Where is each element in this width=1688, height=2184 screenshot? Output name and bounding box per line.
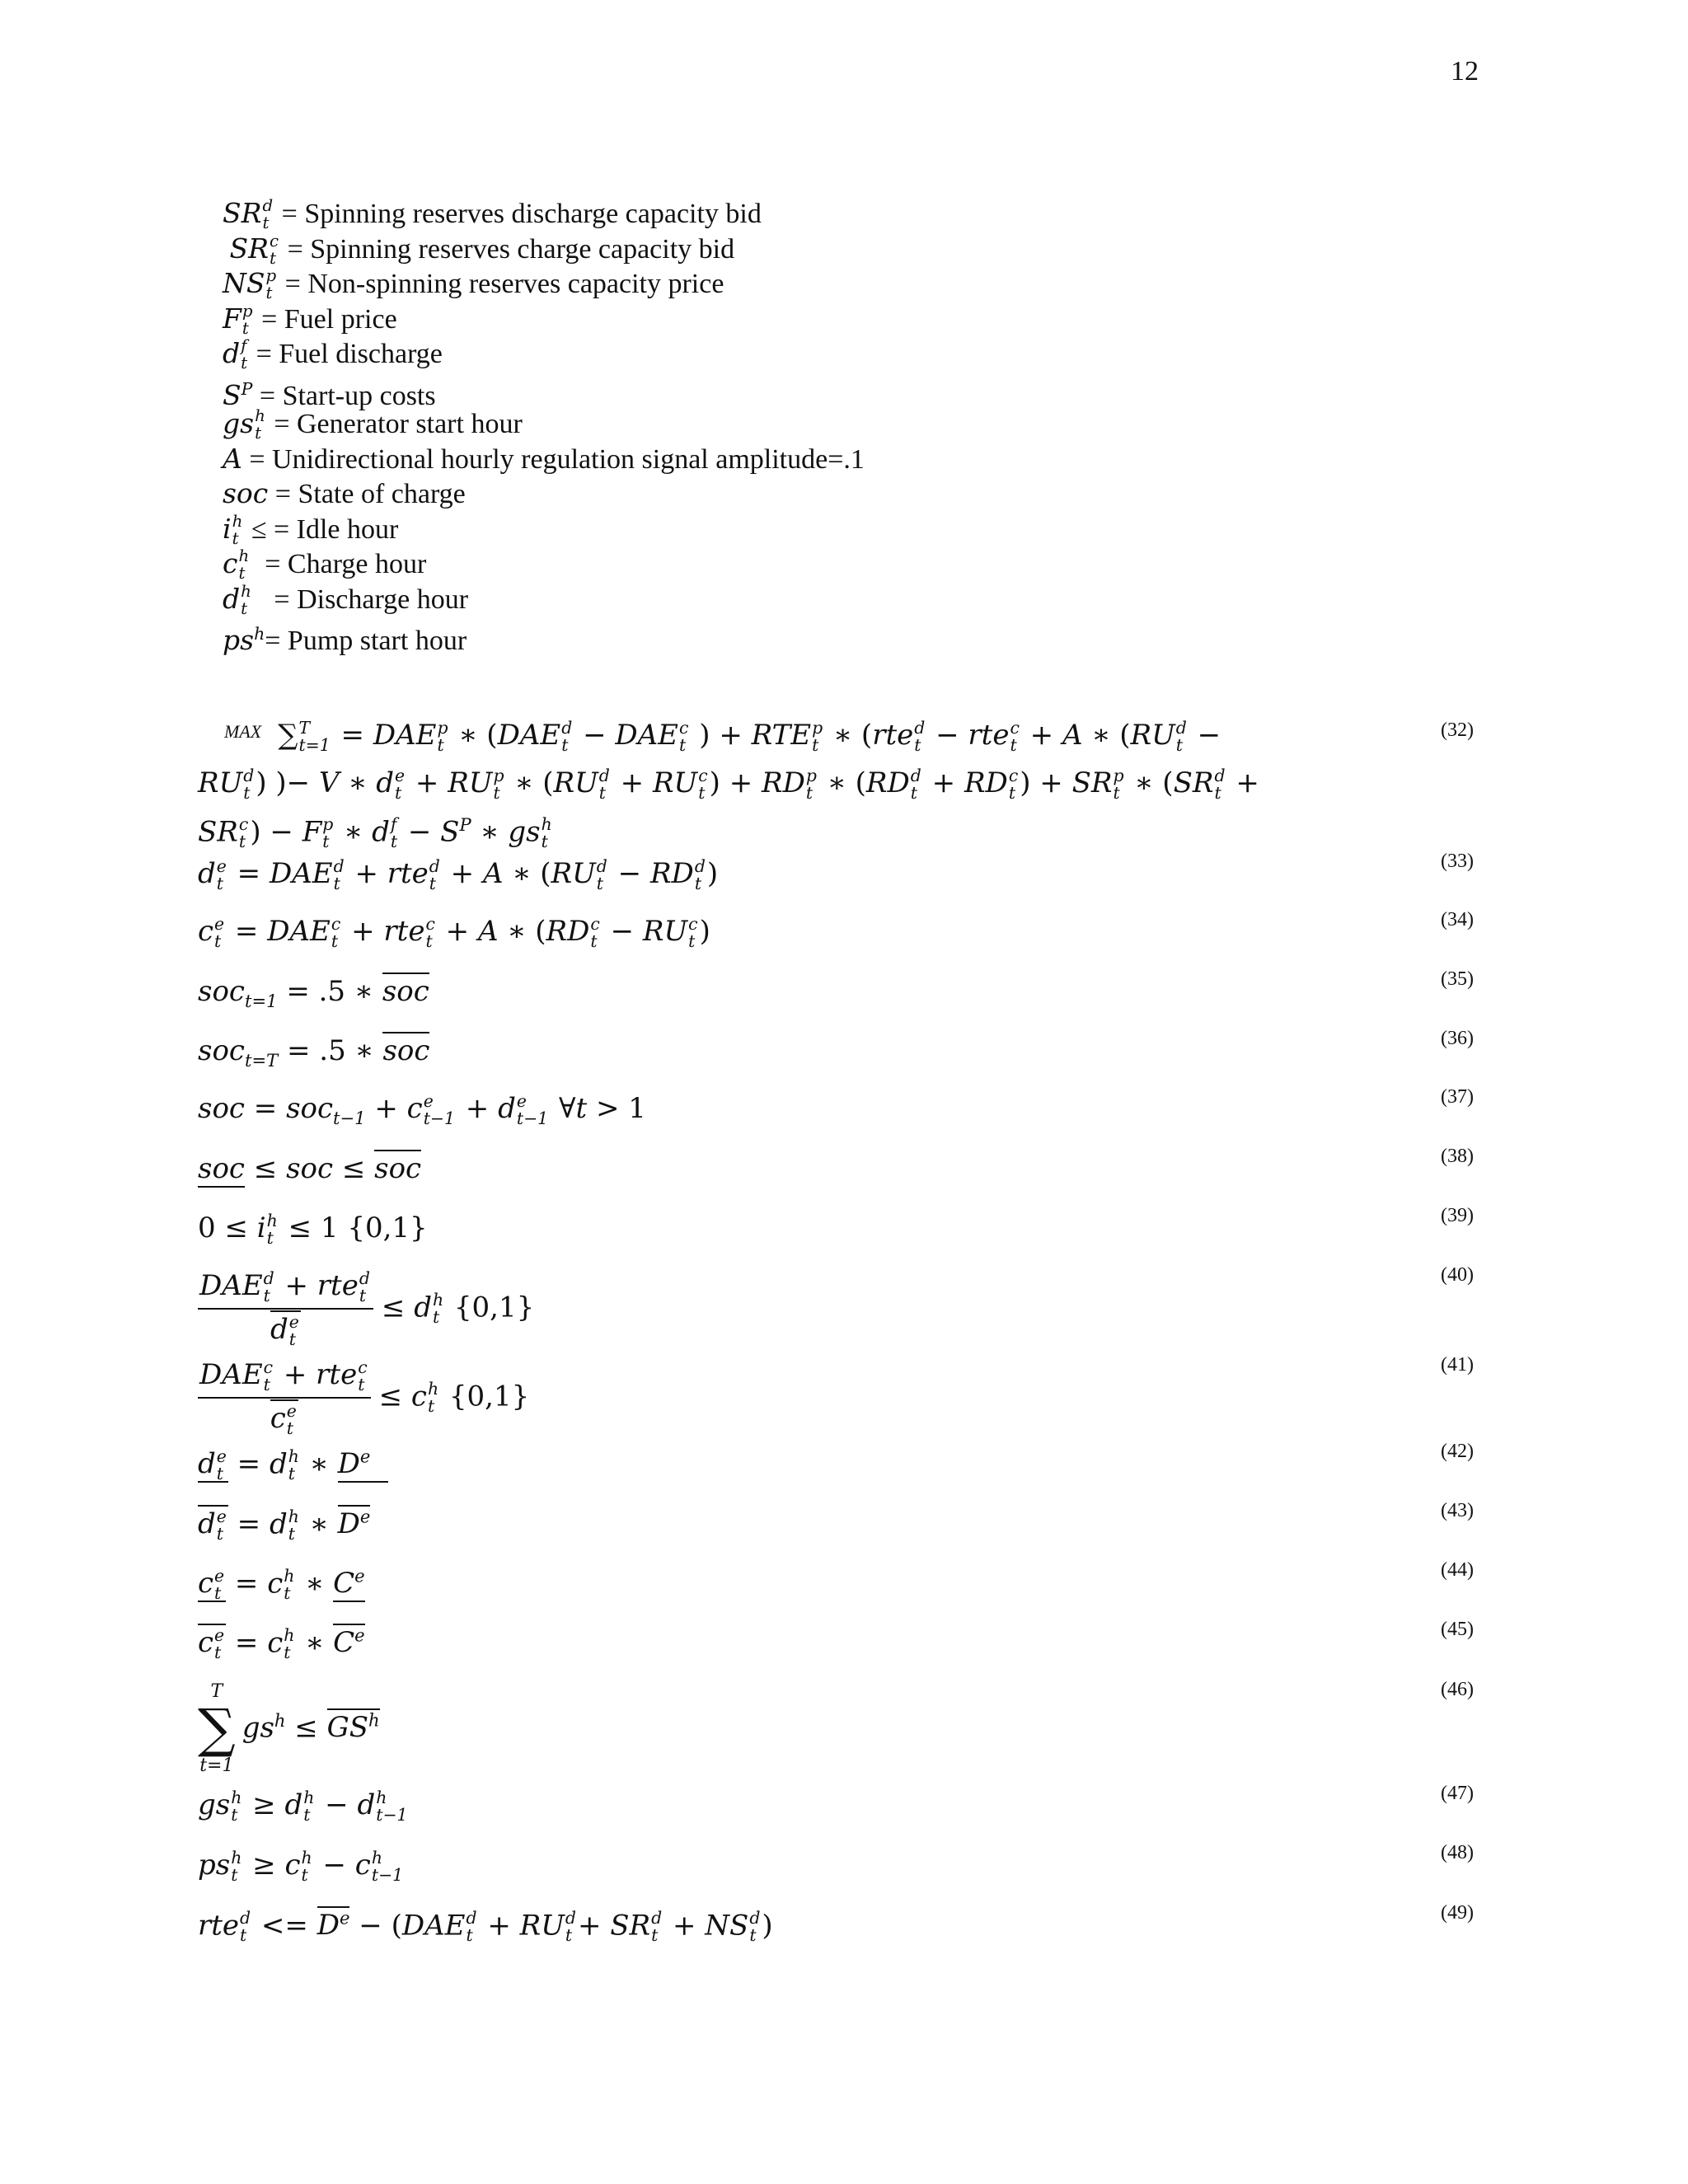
equation-number-38: (38) <box>1441 1146 1474 1167</box>
equation-32-line-3: SR c t ) − F p t ∗ d f t − $S^P$ ∗ gs h t <box>198 813 552 852</box>
equation-number-43: (43) <box>1441 1500 1474 1521</box>
definition-item: SR c t = Spinning reserves charge capacity bid <box>229 231 735 268</box>
equation-number-39: (39) <box>1441 1205 1474 1226</box>
equation-48: ps h t ≥ c h t − c h t−1 <box>198 1847 404 1885</box>
equation-number-34: (34) <box>1441 909 1474 930</box>
equation-number-42: (42) <box>1441 1441 1474 1462</box>
equation-37: soc = soc$_{t-1}$ + c e t−1 + d e t−1 ∀t > 1 <box>198 1090 646 1128</box>
equation-number-33: (33) <box>1441 851 1474 872</box>
equation-number-45: (45) <box>1441 1619 1474 1640</box>
definition-item: $S^P$ = Start-up costs <box>223 378 436 411</box>
definition-item: NS p t = Non-spinning reserves capacity price <box>223 266 724 302</box>
equation-number-40: (40) <box>1441 1264 1474 1286</box>
definition-item: $ps^h=$ Pump start hour <box>223 624 467 656</box>
definition-item: A = Unidirectional hourly regulation signal amplitude=.1 <box>223 442 865 475</box>
equation-number-37: (37) <box>1441 1086 1474 1108</box>
equation-number-48: (48) <box>1441 1842 1474 1863</box>
equation-number-46: (46) <box>1441 1679 1474 1700</box>
definition-item: c h t = Charge hour <box>223 546 427 583</box>
equation-41: DAE c t + rte c t c e t ≤ c h t {0,1} <box>199 1357 530 1439</box>
equation-47: gs h t ≥ d h t − d h t−1 <box>198 1787 408 1825</box>
equation-46: T ∑ t=1 $gs^h \le GS^h$ <box>198 1681 380 1777</box>
equation-45: c e t = c h t ∗ Ce <box>198 1624 365 1663</box>
equation-32-line-2: RU d t ) )− V ∗ d e t + RU p t ∗ (RU d t + RU c t ) + RD p t ∗ (RD d t + RD c t ) + SR p t ∗ (SR d t + <box>198 765 1259 803</box>
equation-number-41: (41) <box>1441 1354 1474 1376</box>
equation-39: 0 ≤ i h t ≤ 1 {0,1} <box>198 1210 428 1248</box>
definition-item: i h t ≤ = Idle hour <box>223 511 399 548</box>
definition-item: F p t = Fuel price <box>223 301 397 338</box>
equation-number-36: (36) <box>1441 1028 1474 1049</box>
equation-43: d e t = d h t ∗ De <box>198 1506 371 1544</box>
equation-42: d e t = d h t ∗ De <box>198 1446 388 1483</box>
definition-item: SR d t = Spinning reserves discharge capacity bid <box>223 196 762 232</box>
equation-number-47: (47) <box>1441 1783 1474 1804</box>
equation-32-line-1: $^{MAX}$ ∑ T t=1 = DAE p t ∗ (DAE d t − DAE c t ) + RTE p t ∗ (rte d t − rte c t + A ∗ (RU d t − <box>224 717 1221 755</box>
equation-38: soc ≤ soc ≤ soc <box>198 1152 421 1185</box>
definition-item: gs h t = Generator start hour <box>223 406 523 443</box>
equation-number-32: (32) <box>1441 719 1474 741</box>
equation-35: soc$_{t=1}$ = .5 ∗ soc <box>198 975 429 1011</box>
equation-33: d e t = DAE d t + rte d t + A ∗ (RU d t − RD d t ) <box>198 855 719 893</box>
equation-number-35: (35) <box>1441 968 1474 990</box>
equation-34: c e t = DAE c t + rte c t + A ∗ (RD c t − RU c t ) <box>198 913 710 951</box>
symbol-definitions <box>223 196 865 656</box>
definition-item: d f t = Fuel discharge <box>223 336 443 373</box>
equation-40: DAE d t + rte d t d e t ≤ d h t {0,1} <box>199 1268 535 1350</box>
page-number: 12 <box>1451 56 1479 87</box>
equation-number-44: (44) <box>1441 1559 1474 1581</box>
definition-item: soc = State of charge <box>223 477 466 509</box>
equation-49: rte d t <= $D^e - (DAE$ d t + RU d t + SR d t + NS d t ) <box>198 1907 773 1946</box>
definition-item: d h t = Discharge hour <box>223 581 469 618</box>
equation-36: soc$_{t=T}$ = .5 ∗ soc <box>198 1034 429 1071</box>
equation-number-49: (49) <box>1441 1902 1474 1924</box>
equation-44: c e t = c h t ∗ Ce <box>198 1565 365 1604</box>
